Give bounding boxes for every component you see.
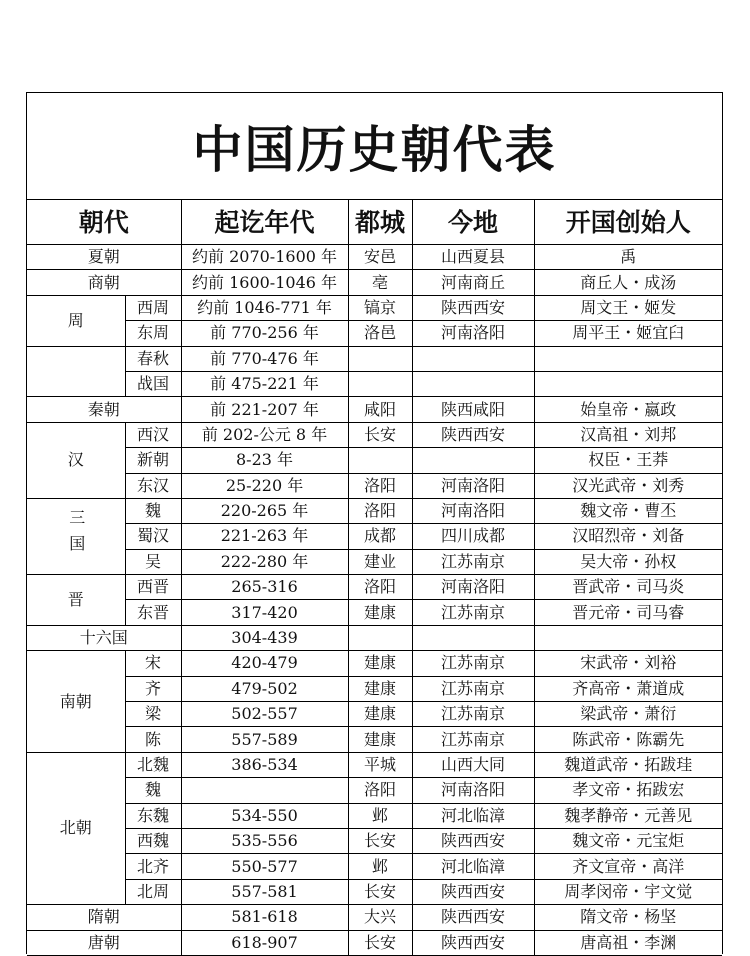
founder-cell: 齐高帝・萧道成 xyxy=(534,676,722,701)
years-cell: 约前 2070-1600 年 xyxy=(181,245,348,270)
table-row xyxy=(27,524,722,549)
years-cell: 前 202-公元 8 年 xyxy=(181,422,348,447)
capital-cell: 咸阳 xyxy=(348,397,412,422)
table-row xyxy=(27,778,722,803)
modern-location-cell: 河南洛阳 xyxy=(412,498,534,523)
founder-cell: 权臣・王莽 xyxy=(534,448,722,473)
modern-location-cell: 陕西西安 xyxy=(412,422,534,447)
capital-cell: 建康 xyxy=(348,727,412,752)
years-cell: 前 770-256 年 xyxy=(181,321,348,346)
sub-dynasty-cell: 蜀汉 xyxy=(125,524,181,549)
sub-dynasty-cell: 战国 xyxy=(125,371,181,396)
modern-location-cell: 四川成都 xyxy=(412,524,534,549)
table-row xyxy=(27,752,722,777)
table-row xyxy=(27,828,722,853)
dynasty-table xyxy=(27,200,722,956)
years-cell: 618-907 xyxy=(181,930,348,955)
modern-location-cell: 陕西咸阳 xyxy=(412,397,534,422)
modern-location-cell: 陕西西安 xyxy=(412,879,534,904)
table-row xyxy=(27,905,722,930)
page-title: 中国历史朝代表 xyxy=(27,93,722,200)
capital-cell: 建康 xyxy=(348,702,412,727)
capital-cell xyxy=(348,625,412,650)
table-row xyxy=(27,879,722,904)
table-row xyxy=(27,702,722,727)
sub-dynasty-cell: 西周 xyxy=(125,295,181,320)
years-cell: 222-280 年 xyxy=(181,549,348,574)
founder-cell: 齐文宣帝・高洋 xyxy=(534,854,722,879)
dynasty-group-cell: 南朝 xyxy=(27,651,125,753)
founder-cell: 禹 xyxy=(534,245,722,270)
years-cell: 479-502 xyxy=(181,676,348,701)
table-row xyxy=(27,448,722,473)
years-cell: 前 221-207 年 xyxy=(181,397,348,422)
table-row xyxy=(27,727,722,752)
modern-location-cell: 河南洛阳 xyxy=(412,778,534,803)
capital-cell: 建康 xyxy=(348,676,412,701)
dynasty-group-cell xyxy=(27,346,125,397)
years-cell: 317-420 xyxy=(181,600,348,625)
founder-cell: 陈武帝・陈霸先 xyxy=(534,727,722,752)
founder-cell: 汉光武帝・刘秀 xyxy=(534,473,722,498)
table-row xyxy=(27,498,722,523)
sub-dynasty-cell: 东汉 xyxy=(125,473,181,498)
years-cell: 550-577 xyxy=(181,854,348,879)
modern-location-cell: 河北临漳 xyxy=(412,803,534,828)
modern-location-cell: 河北临漳 xyxy=(412,854,534,879)
years-cell: 420-479 xyxy=(181,651,348,676)
capital-cell: 洛阳 xyxy=(348,498,412,523)
dynasty-group-label: 三国 xyxy=(66,508,86,561)
years-cell: 前 475-221 年 xyxy=(181,371,348,396)
founder-cell: 吴大帝・孙权 xyxy=(534,549,722,574)
modern-location-cell: 江苏南京 xyxy=(412,651,534,676)
years-cell: 221-263 年 xyxy=(181,524,348,549)
sub-dynasty-cell: 北魏 xyxy=(125,752,181,777)
dynasty-group-cell xyxy=(27,498,125,574)
capital-cell: 成都 xyxy=(348,524,412,549)
founder-cell: 宋武帝・刘裕 xyxy=(534,651,722,676)
modern-location-cell: 山西夏县 xyxy=(412,245,534,270)
founder-cell: 周平王・姬宜臼 xyxy=(534,321,722,346)
table-row xyxy=(27,575,722,600)
founder-cell: 隋文帝・杨坚 xyxy=(534,905,722,930)
capital-cell: 洛阳 xyxy=(348,575,412,600)
years-cell: 534-550 xyxy=(181,803,348,828)
capital-cell: 亳 xyxy=(348,270,412,295)
header-dynasty: 朝代 xyxy=(27,200,181,245)
sub-dynasty-cell: 陈 xyxy=(125,727,181,752)
table-row xyxy=(27,295,722,320)
founder-cell: 魏文帝・元宝炬 xyxy=(534,828,722,853)
founder-cell xyxy=(534,371,722,396)
table-row xyxy=(27,371,722,396)
years-cell: 265-316 xyxy=(181,575,348,600)
years-cell: 557-589 xyxy=(181,727,348,752)
sub-dynasty-cell: 东周 xyxy=(125,321,181,346)
years-cell: 502-557 xyxy=(181,702,348,727)
founder-cell: 唐高祖・李渊 xyxy=(534,930,722,955)
founder-cell: 魏道武帝・拓跋珪 xyxy=(534,752,722,777)
dynasty-cell: 唐朝 xyxy=(27,930,181,955)
table-row xyxy=(27,321,722,346)
sub-dynasty-cell: 北周 xyxy=(125,879,181,904)
founder-cell: 商丘人・成汤 xyxy=(534,270,722,295)
table-row xyxy=(27,397,722,422)
dynasty-group-cell: 晋 xyxy=(27,575,125,626)
capital-cell: 洛邑 xyxy=(348,321,412,346)
dynasty-cell: 商朝 xyxy=(27,270,181,295)
sub-dynasty-cell: 齐 xyxy=(125,676,181,701)
capital-cell: 邺 xyxy=(348,854,412,879)
modern-location-cell xyxy=(412,448,534,473)
table-row xyxy=(27,854,722,879)
founder-cell: 晋元帝・司马睿 xyxy=(534,600,722,625)
founder-cell: 始皇帝・嬴政 xyxy=(534,397,722,422)
years-cell: 535-556 xyxy=(181,828,348,853)
table-row xyxy=(27,803,722,828)
sub-dynasty-cell: 西晋 xyxy=(125,575,181,600)
modern-location-cell: 河南洛阳 xyxy=(412,575,534,600)
founder-cell: 汉昭烈帝・刘备 xyxy=(534,524,722,549)
modern-location-cell: 陕西西安 xyxy=(412,930,534,955)
table-row xyxy=(27,270,722,295)
dynasty-cell: 十六国 xyxy=(27,625,181,650)
years-cell: 386-534 xyxy=(181,752,348,777)
table-row xyxy=(27,625,722,650)
capital-cell: 长安 xyxy=(348,828,412,853)
table-row xyxy=(27,473,722,498)
modern-location-cell xyxy=(412,371,534,396)
years-cell: 304-439 xyxy=(181,625,348,650)
capital-cell: 平城 xyxy=(348,752,412,777)
sub-dynasty-cell: 梁 xyxy=(125,702,181,727)
table-row xyxy=(27,651,722,676)
capital-cell: 洛阳 xyxy=(348,778,412,803)
capital-cell: 建业 xyxy=(348,549,412,574)
founder-cell: 汉高祖・刘邦 xyxy=(534,422,722,447)
dynasty-cell: 隋朝 xyxy=(27,905,181,930)
founder-cell: 晋武帝・司马炎 xyxy=(534,575,722,600)
modern-location-cell: 江苏南京 xyxy=(412,727,534,752)
table-row xyxy=(27,676,722,701)
dynasty-group-cell: 周 xyxy=(27,295,125,346)
header-modern-location: 今地 xyxy=(412,200,534,245)
capital-cell: 长安 xyxy=(348,879,412,904)
years-cell: 约前 1046-771 年 xyxy=(181,295,348,320)
sub-dynasty-cell: 西汉 xyxy=(125,422,181,447)
sub-dynasty-cell: 宋 xyxy=(125,651,181,676)
header-years: 起讫年代 xyxy=(181,200,348,245)
sub-dynasty-cell: 魏 xyxy=(125,498,181,523)
modern-location-cell: 河南商丘 xyxy=(412,270,534,295)
capital-cell: 建康 xyxy=(348,651,412,676)
sub-dynasty-cell: 春秋 xyxy=(125,346,181,371)
sub-dynasty-cell: 西魏 xyxy=(125,828,181,853)
dynasty-table-sheet xyxy=(26,92,723,954)
modern-location-cell: 江苏南京 xyxy=(412,600,534,625)
years-cell xyxy=(181,778,348,803)
modern-location-cell: 河南洛阳 xyxy=(412,321,534,346)
table-row xyxy=(27,549,722,574)
modern-location-cell: 陕西西安 xyxy=(412,295,534,320)
modern-location-cell: 山西大同 xyxy=(412,752,534,777)
modern-location-cell: 陕西西安 xyxy=(412,828,534,853)
founder-cell: 魏孝静帝・元善见 xyxy=(534,803,722,828)
years-cell: 8-23 年 xyxy=(181,448,348,473)
dynasty-group-cell: 汉 xyxy=(27,422,125,498)
capital-cell: 邺 xyxy=(348,803,412,828)
header-row xyxy=(27,200,722,245)
capital-cell xyxy=(348,448,412,473)
modern-location-cell xyxy=(412,346,534,371)
modern-location-cell: 江苏南京 xyxy=(412,549,534,574)
modern-location-cell: 江苏南京 xyxy=(412,702,534,727)
capital-cell: 洛阳 xyxy=(348,473,412,498)
table-row xyxy=(27,930,722,955)
years-cell: 581-618 xyxy=(181,905,348,930)
table-row xyxy=(27,600,722,625)
years-cell: 前 770-476 年 xyxy=(181,346,348,371)
founder-cell: 周孝闵帝・宇文觉 xyxy=(534,879,722,904)
modern-location-cell xyxy=(412,625,534,650)
founder-cell xyxy=(534,346,722,371)
years-cell: 557-581 xyxy=(181,879,348,904)
capital-cell xyxy=(348,346,412,371)
capital-cell: 长安 xyxy=(348,930,412,955)
table-row xyxy=(27,346,722,371)
founder-cell: 梁武帝・萧衍 xyxy=(534,702,722,727)
years-cell: 约前 1600-1046 年 xyxy=(181,270,348,295)
capital-cell: 安邑 xyxy=(348,245,412,270)
dynasty-cell: 夏朝 xyxy=(27,245,181,270)
header-founder: 开国创始人 xyxy=(534,200,722,245)
dynasty-group-cell: 北朝 xyxy=(27,752,125,904)
table-row xyxy=(27,245,722,270)
dynasty-cell: 秦朝 xyxy=(27,397,181,422)
header-capital: 都城 xyxy=(348,200,412,245)
years-cell: 25-220 年 xyxy=(181,473,348,498)
founder-cell xyxy=(534,625,722,650)
capital-cell: 镐京 xyxy=(348,295,412,320)
capital-cell xyxy=(348,371,412,396)
founder-cell: 周文王・姬发 xyxy=(534,295,722,320)
modern-location-cell: 江苏南京 xyxy=(412,676,534,701)
table-row xyxy=(27,422,722,447)
founder-cell: 孝文帝・拓跋宏 xyxy=(534,778,722,803)
modern-location-cell: 陕西西安 xyxy=(412,905,534,930)
sub-dynasty-cell: 吴 xyxy=(125,549,181,574)
years-cell: 220-265 年 xyxy=(181,498,348,523)
capital-cell: 大兴 xyxy=(348,905,412,930)
sub-dynasty-cell: 魏 xyxy=(125,778,181,803)
capital-cell: 长安 xyxy=(348,422,412,447)
sub-dynasty-cell: 东魏 xyxy=(125,803,181,828)
sub-dynasty-cell: 北齐 xyxy=(125,854,181,879)
founder-cell: 魏文帝・曹丕 xyxy=(534,498,722,523)
capital-cell: 建康 xyxy=(348,600,412,625)
sub-dynasty-cell: 东晋 xyxy=(125,600,181,625)
sub-dynasty-cell: 新朝 xyxy=(125,448,181,473)
modern-location-cell: 河南洛阳 xyxy=(412,473,534,498)
